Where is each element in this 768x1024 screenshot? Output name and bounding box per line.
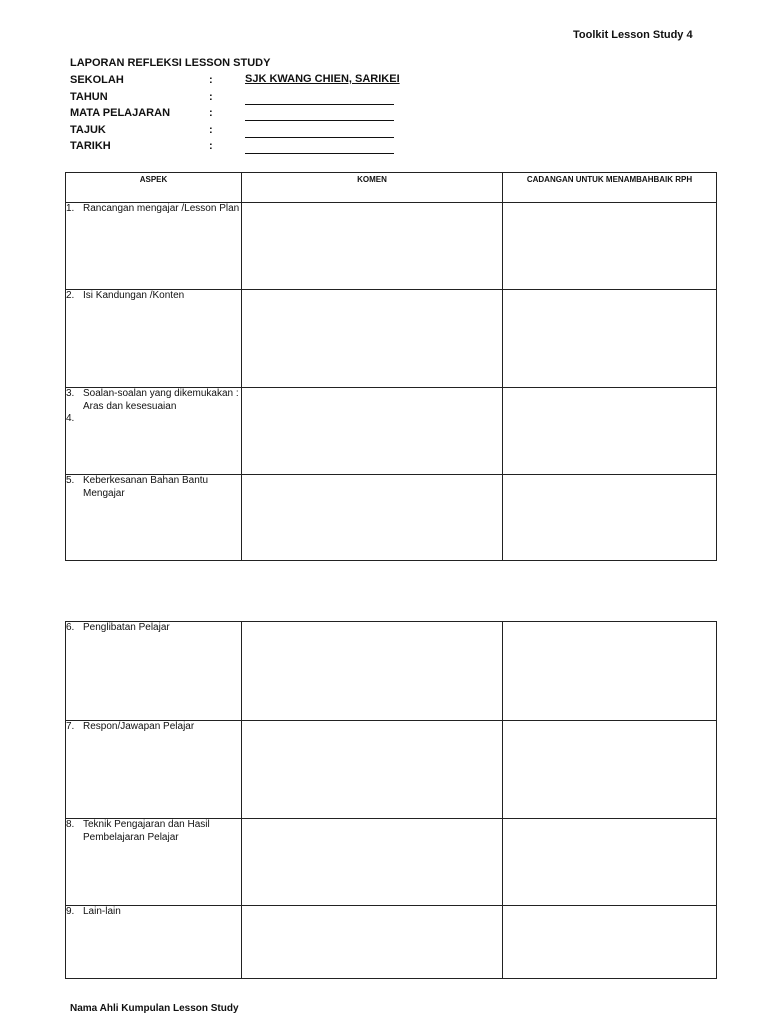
table-row xyxy=(66,290,717,388)
item-number: 3. xyxy=(66,388,75,399)
field-tahun xyxy=(70,90,410,107)
item-number: 4. xyxy=(66,413,75,424)
item-number: 9. xyxy=(66,906,75,917)
field-label: SEKOLAH xyxy=(70,74,124,86)
aspect-label: Respon/Jawapan Pelajar xyxy=(83,721,195,732)
suggestion-cell[interactable] xyxy=(503,388,717,475)
suggestion-cell[interactable] xyxy=(503,819,717,906)
item-number: 2. xyxy=(66,290,75,301)
field-colon: : xyxy=(209,123,213,136)
field-colon: : xyxy=(209,90,213,103)
field-label: TAHUN xyxy=(70,90,108,103)
comment-cell[interactable] xyxy=(242,622,503,721)
group-members-label: Nama Ahli Kumpulan Lesson Study xyxy=(70,1003,239,1014)
field-mata-pelajaran xyxy=(70,106,410,123)
field-value-tahun[interactable] xyxy=(245,90,394,105)
field-colon: : xyxy=(209,74,213,86)
table-row xyxy=(66,475,717,561)
field-sekolah xyxy=(70,73,410,90)
aspect-cell xyxy=(66,388,242,475)
aspect-cell xyxy=(66,721,242,819)
field-value-mata-pelajaran[interactable] xyxy=(245,106,394,121)
suggestion-cell[interactable] xyxy=(503,475,717,561)
item-number: 6. xyxy=(66,622,75,633)
field-value-tarikh[interactable] xyxy=(245,139,394,154)
table-row xyxy=(66,388,717,475)
aspect-label: Soalan-soalan yang dikemukakan : Aras dan kesesuaian xyxy=(83,388,239,412)
report-fields xyxy=(70,73,410,156)
header-suggestion: CADANGAN UNTUK MENAMBAHBAIK RPH xyxy=(503,173,717,203)
table-row xyxy=(66,906,717,979)
field-label: TAJUK xyxy=(70,123,106,136)
suggestion-cell[interactable] xyxy=(503,203,717,290)
suggestion-cell[interactable] xyxy=(503,906,717,979)
suggestion-cell[interactable] xyxy=(503,622,717,721)
aspect-cell xyxy=(66,203,242,290)
table-row xyxy=(66,819,717,906)
suggestion-cell[interactable] xyxy=(503,721,717,819)
reflection-table-2 xyxy=(65,621,717,979)
header-aspect: ASPEK xyxy=(66,173,242,203)
field-label: TARIKH xyxy=(70,140,111,152)
field-colon: : xyxy=(209,140,213,152)
aspect-cell xyxy=(66,622,242,721)
aspect-label: Penglibatan Pelajar xyxy=(83,622,170,633)
aspect-label: Isi Kandungan /Konten xyxy=(83,290,185,301)
table-row xyxy=(66,721,717,819)
comment-cell[interactable] xyxy=(242,203,503,290)
comment-cell[interactable] xyxy=(242,388,503,475)
field-value-tajuk[interactable] xyxy=(245,123,394,138)
aspect-label: Keberkesanan Bahan Bantu Mengajar xyxy=(83,475,209,499)
field-value-sekolah[interactable]: SJK KWANG CHIEN, SARIKEI xyxy=(245,73,400,85)
aspect-label: Lain-lain xyxy=(83,906,121,917)
item-number: 1. xyxy=(66,203,75,214)
field-tajuk xyxy=(70,123,410,140)
table-row xyxy=(66,203,717,290)
report-title: LAPORAN REFLEKSI LESSON STUDY xyxy=(70,57,271,69)
header-comment: KOMEN xyxy=(242,173,503,203)
aspect-label: Rancangan mengajar /Lesson Plan xyxy=(83,203,240,214)
aspect-cell xyxy=(66,906,242,979)
comment-cell[interactable] xyxy=(242,819,503,906)
suggestion-cell[interactable] xyxy=(503,290,717,388)
aspect-cell xyxy=(66,475,242,561)
aspect-cell xyxy=(66,290,242,388)
toolkit-label: Toolkit Lesson Study 4 xyxy=(573,29,693,41)
item-number: 7. xyxy=(66,721,75,732)
field-colon: : xyxy=(209,107,213,119)
aspect-cell xyxy=(66,819,242,906)
comment-cell[interactable] xyxy=(242,290,503,388)
item-number: 8. xyxy=(66,819,75,830)
reflection-table-1 xyxy=(65,172,717,561)
field-tarikh xyxy=(70,139,410,156)
comment-cell[interactable] xyxy=(242,906,503,979)
field-label: MATA PELAJARAN xyxy=(70,107,171,119)
table-row xyxy=(66,622,717,721)
comment-cell[interactable] xyxy=(242,475,503,561)
aspect-label: Teknik Pengajaran dan Hasil Pembelajaran Pelajar xyxy=(83,819,210,843)
table-header-row xyxy=(66,173,717,203)
item-number: 5. xyxy=(66,475,75,486)
comment-cell[interactable] xyxy=(242,721,503,819)
